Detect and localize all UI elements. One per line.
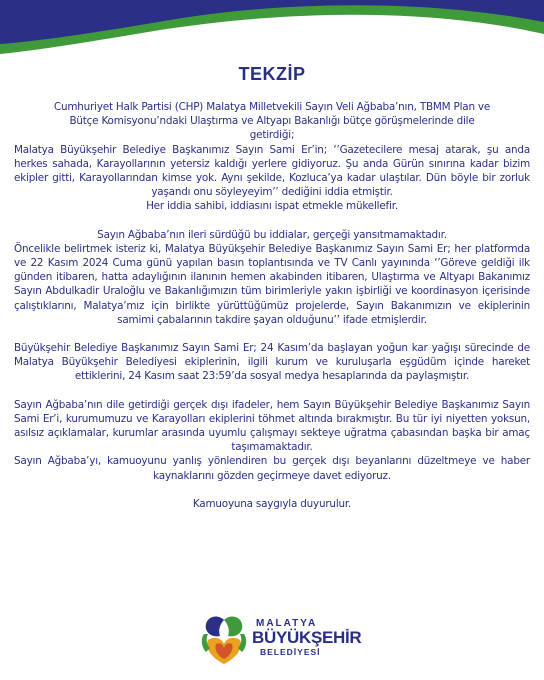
closing-line: Kamuoyuna saygıyla duyurulur. xyxy=(192,497,352,510)
page-title: TEKZİP xyxy=(238,64,306,84)
paragraph-5: Sayın Ağbaba’nın dile getirdiği gerçek dışı ifadeler, hem Sayın Büyükşehir Belediye Başkanımız Sayın Sami Er’i, kurumumuzu ve Karayolları ekiplerini töhmet altında bırakmıştır. Bu tür iyi niyetten yoksun, asılsız açıklamalar, kurumlar arasında uyumlu çalışmayı sekteye uğratma çabasından başka bir amaç taşımamaktadır. xyxy=(14,398,530,454)
municipality-logo xyxy=(200,612,362,668)
paragraph-2-last: Her iddia sahibi, iddiasını ispat etmekle mükellefir. xyxy=(146,200,398,213)
paragraph-1-line-2: Bütçe Komisyonu’ndaki Ulaştırma ve Altyapı Bakanlığı bütçe görüşmelerinde dile xyxy=(69,115,475,128)
logo-line-2: BÜYÜKŞEHİR xyxy=(252,628,362,647)
logo-line-1: MALATYA xyxy=(256,618,318,629)
logo-line-3: BELEDİYESİ xyxy=(260,647,321,657)
header-wave-decoration xyxy=(0,0,544,62)
paragraph-4: Büyükşehir Belediye Başkanımız Sayın Sami Er; 24 Kasım’da başlayan yoğun kar yağışı sürecinde de Malatya Büyükşehir Belediyesi ekiplerinin, ilgili kurum ve kuruluşarla eşgüdüm içinde hareket ettiklerini, 24 Kasım saat 23:59’da sosyal medya hesaplarında da paylaşmıştır. xyxy=(14,342,530,383)
paragraph-2: Malatya Büyükşehir Belediye Başkanımız Sayın Sami Er’in; ‘’Gazetecilere mesaj atarak, şu anda herkes sahada, Karayollarının yetersiz kaldığı yerlere gidiyoruz. Şu anda Gürün sınırına kadar bizim ekipler gitti, Karayollarından kimse yok. Aynı şekilde, Kozluca’ya kadar ulaştılar. Dün böyle bir zorluk yaşandı onu söyleyeyim’’ dediğini iddia etmiştir. xyxy=(14,143,530,199)
logo-wordmark xyxy=(252,618,361,657)
paragraph-1-line-3: getirdiği; xyxy=(249,129,295,142)
document-body xyxy=(14,100,530,525)
paragraph-1-line-1: Cumhuriyet Halk Partisi (CHP) Malatya Milletvekili Sayın Veli Ağbaba’nın, TBMM Plan ve xyxy=(53,101,491,113)
paragraph-3-first: Sayın Ağbaba’nın ileri sürdüğü bu iddialar, gerçeği yansıtmamaktadır. xyxy=(97,228,447,241)
paragraph-6: Sayın Ağbaba’yı, kamuoyunu yanlış yönlendiren bu gerçek dışı beyanlarını düzeltmeye ve haber kaynaklarını gözden geçirmeye davet ediyoruz. xyxy=(14,455,530,482)
logo-emblem-icon xyxy=(200,614,248,666)
paragraph-3: Öncelikle belirtmek isteriz ki, Malatya Büyükşehir Belediye Başkanımız Sayın Sami Er; her platformda ve 22 Kasım 2024 Cuma günü yapılan basın toplantısında ve TV Canlı yayınında ‘’Göreve geldiği ilk günden itibaren, hatta adaylığının ilanının hemen akabinden itibaren, Ulaştırma ve Altyapı Bakanımız Sayın Abdulkadir Uraloğlu ve Bakanlığımızın tüm birimleriyle yakın işbirliği ve koordinasyon içerisinde çalıştıklarını, Malatya’mız için birlikte yürüttüğümüz projelerde, Sayın Bakanımızın ve ekiplerinin samimi çabalarının takdire şayan olduğunu’’ ifade etmişlerdir. xyxy=(14,242,530,326)
